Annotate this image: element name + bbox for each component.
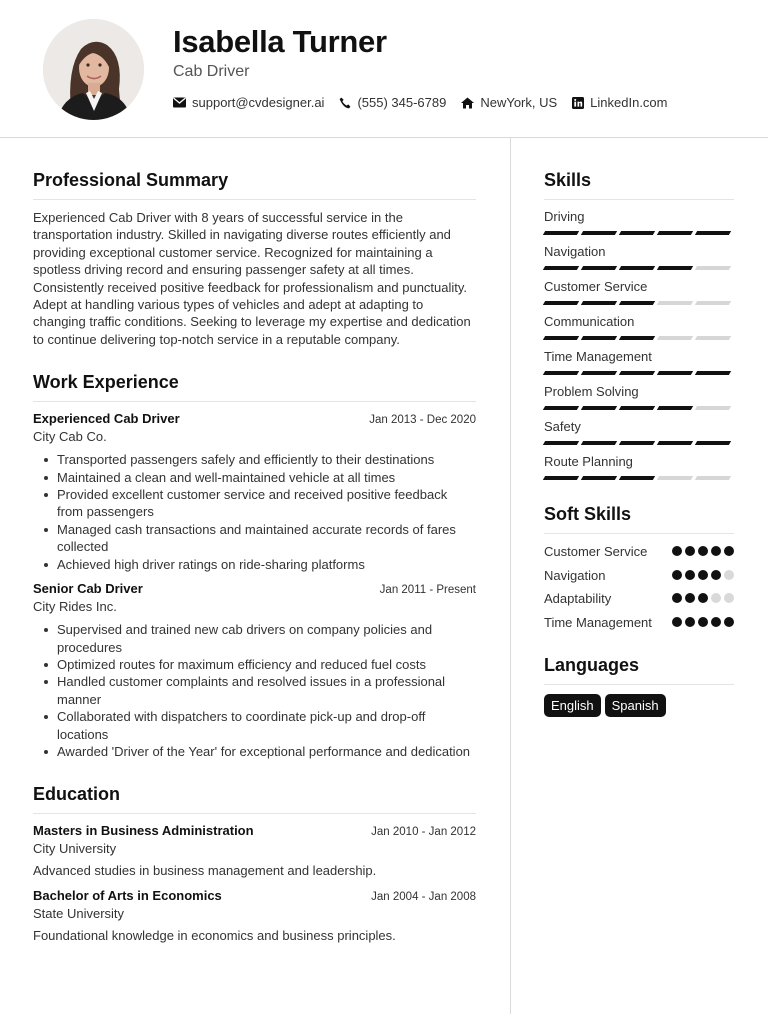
skill-label: Time Management [544,349,652,364]
skill-rating-segment [619,266,655,270]
skill-rating-segment [619,301,655,305]
envelope-icon [173,97,186,108]
skill-rating-segment [581,266,617,270]
skill-label: Safety [544,419,581,434]
job-bullet: Optimized routes for maximum efficiency and reduced fuel costs [42,656,476,673]
rating-dot [685,570,695,580]
skill-rating-segment [619,476,655,480]
skill-rating-bar [544,301,734,305]
contact-location-text: NewYork, US [480,95,558,110]
skill-label: Route Planning [544,454,633,469]
skills-heading: Skills [544,170,734,200]
skill-item [544,384,734,410]
skill-label: Customer Service [544,279,648,294]
language-tags [544,694,734,717]
soft-skill-label: Customer Service [544,544,648,559]
education-description: Advanced studies in business management and leadership. [33,863,377,879]
rating-dot [724,546,734,556]
contact-phone-text: (555) 345-6789 [357,95,447,110]
rating-dot [711,593,721,603]
summary-section [33,170,476,348]
soft-skills-heading: Soft Skills [544,504,734,534]
contact-email[interactable] [173,95,324,110]
contact-phone[interactable] [339,95,446,110]
skill-rating-segment [543,371,579,375]
sidebar-column [544,170,734,717]
resume-header [0,0,768,138]
job-bullet: Awarded 'Driver of the Year' for exceptional performance and dedication [42,743,476,760]
skill-rating-segment [543,231,579,235]
rating-dot [698,617,708,627]
job-bullets [42,451,476,573]
contact-location [461,95,557,110]
skill-rating-segment [657,476,693,480]
column-divider [510,138,511,1014]
rating-dot [672,617,682,627]
skill-rating-segment [695,406,731,410]
skill-item [544,314,734,340]
skill-rating-bar [544,336,734,340]
skill-label: Driving [544,209,585,224]
education-section [33,784,476,943]
skill-rating-segment [581,231,617,235]
education-school: State University [33,906,125,922]
skill-rating-segment [543,476,579,480]
skill-item [544,209,734,235]
education-dates: Jan 2010 - Jan 2012 [371,826,476,839]
skill-rating-segment [695,371,731,375]
rating-dot [685,593,695,603]
education-dates: Jan 2004 - Jan 2008 [371,891,476,904]
soft-skill-label: Adaptability [544,591,612,606]
skill-rating-bar [544,231,734,235]
soft-skills-section [544,504,734,631]
soft-skill-item [544,567,734,585]
soft-skill-item [544,590,734,608]
languages-heading: Languages [544,655,734,685]
skill-rating-segment [581,301,617,305]
rating-dot [685,546,695,556]
skill-rating-segment [657,371,693,375]
job-entry [33,581,476,760]
skill-rating-segment [619,441,655,445]
job-bullet: Supervised and trained new cab drivers on company policies and procedures [42,621,476,656]
skill-rating-segment [581,371,617,375]
summary-text: Experienced Cab Driver with 8 years of successful service in the transportation industry. Skilled in navigating diverse routes efficiently and providing exceptional customer service. Recognized for maintaining a spotless driving record and ensuring passenger safety at all times. Consistently received positive feedback for professionalism and punctuality. Adept at handling various types of vehicles and adept at adapting to changing traffic conditions. Seeking to leverage my expertise and dedication to continue delivering top-notch service in a reputable company. [33,210,471,347]
skill-rating-segment [695,441,731,445]
skill-item [544,244,734,270]
job-bullet: Provided excellent customer service and received positive feedback from passengers [42,486,476,521]
rating-dot [711,617,721,627]
job-company: City Rides Inc. [33,599,117,615]
rating-dot [711,570,721,580]
soft-skill-label: Time Management [544,614,652,630]
skill-rating-segment [619,406,655,410]
skill-item [544,419,734,445]
skill-rating-segment [581,441,617,445]
contact-bar [173,95,683,110]
job-role: Experienced Cab Driver [33,411,180,427]
soft-skills-list [544,543,734,631]
skill-rating-segment [543,301,579,305]
soft-skill-rating [669,617,734,627]
skill-rating-bar [544,371,734,375]
education-school: City University [33,841,117,857]
job-entry [33,411,476,573]
phone-icon [339,97,351,109]
skills-section [544,170,734,480]
skill-rating-segment [657,406,693,410]
job-bullets [42,621,476,760]
languages-section [544,655,734,717]
language-tag: Spanish [605,694,666,717]
rating-dot [724,570,734,580]
rating-dot [672,570,682,580]
skill-rating-segment [543,336,579,340]
rating-dot [672,546,682,556]
skill-rating-segment [657,441,693,445]
job-bullet: Maintained a clean and well-maintained vehicle at all times [42,469,476,486]
linkedin-icon [572,97,584,109]
education-description: Foundational knowledge in economics and business principles. [33,928,396,944]
skill-rating-segment [543,266,579,270]
soft-skill-rating [669,570,734,580]
skill-item [544,454,734,480]
skill-rating-segment [657,336,693,340]
candidate-name: Isabella Turner [173,24,387,59]
skill-rating-segment [543,441,579,445]
soft-skill-rating [669,593,734,603]
skill-rating-segment [657,231,693,235]
rating-dot [698,570,708,580]
rating-dot [685,617,695,627]
skill-label: Navigation [544,244,606,259]
skill-rating-segment [581,406,617,410]
education-degree: Masters in Business Administration [33,823,254,839]
rating-dot [672,593,682,603]
skill-rating-segment [543,406,579,410]
experience-section [33,372,476,760]
job-company: City Cab Co. [33,429,107,445]
home-icon [461,97,474,109]
skill-rating-segment [619,371,655,375]
soft-skill-label: Navigation [544,567,606,583]
rating-dot [698,593,708,603]
contact-linkedin-text: LinkedIn.com [590,95,668,110]
soft-skill-rating [669,546,734,556]
rating-dot [724,593,734,603]
skill-rating-segment [695,301,731,305]
skill-rating-segment [581,476,617,480]
job-dates: Jan 2013 - Dec 2020 [369,414,476,427]
skill-rating-segment [695,336,731,340]
contact-email-text: support@cvdesigner.ai [192,95,325,110]
language-tag: English [544,694,601,717]
skill-rating-bar [544,476,734,480]
skill-rating-bar [544,406,734,410]
job-dates: Jan 2011 - Present [379,584,476,597]
main-column [33,170,476,951]
rating-dot [698,546,708,556]
soft-skill-item [544,543,734,561]
skill-item [544,349,734,375]
job-bullet: Transported passengers safely and efficiently to their destinations [42,451,476,468]
education-degree: Bachelor of Arts in Economics [33,888,222,904]
skill-rating-segment [619,231,655,235]
skill-rating-segment [657,266,693,270]
job-bullet: Achieved high driver ratings on ride-sharing platforms [42,556,476,573]
job-bullet: Managed cash transactions and maintained accurate records of fares collected [42,521,476,556]
candidate-title: Cab Driver [173,63,250,80]
profile-photo [43,19,144,120]
experience-heading: Work Experience [33,372,476,402]
skill-rating-segment [695,231,731,235]
skill-item [544,279,734,305]
skill-label: Communication [544,314,635,329]
education-heading: Education [33,784,476,814]
rating-dot [711,546,721,556]
rating-dot [724,617,734,627]
skill-rating-segment [695,476,731,480]
skill-rating-segment [695,266,731,270]
soft-skill-item [544,614,734,632]
job-bullet: Collaborated with dispatchers to coordinate pick-up and drop-off locations [42,708,476,743]
skill-rating-segment [657,301,693,305]
skill-rating-bar [544,441,734,445]
education-entry [33,823,476,878]
skill-label: Problem Solving [544,384,639,399]
skill-rating-segment [619,336,655,340]
skill-rating-segment [581,336,617,340]
contact-linkedin[interactable] [572,95,667,110]
skill-rating-bar [544,266,734,270]
job-role: Senior Cab Driver [33,581,143,597]
skills-list [544,209,734,480]
summary-heading: Professional Summary [33,170,476,200]
education-entry [33,888,476,943]
job-bullet: Handled customer complaints and resolved issues in a professional manner [42,673,476,708]
portrait-image [43,19,144,120]
